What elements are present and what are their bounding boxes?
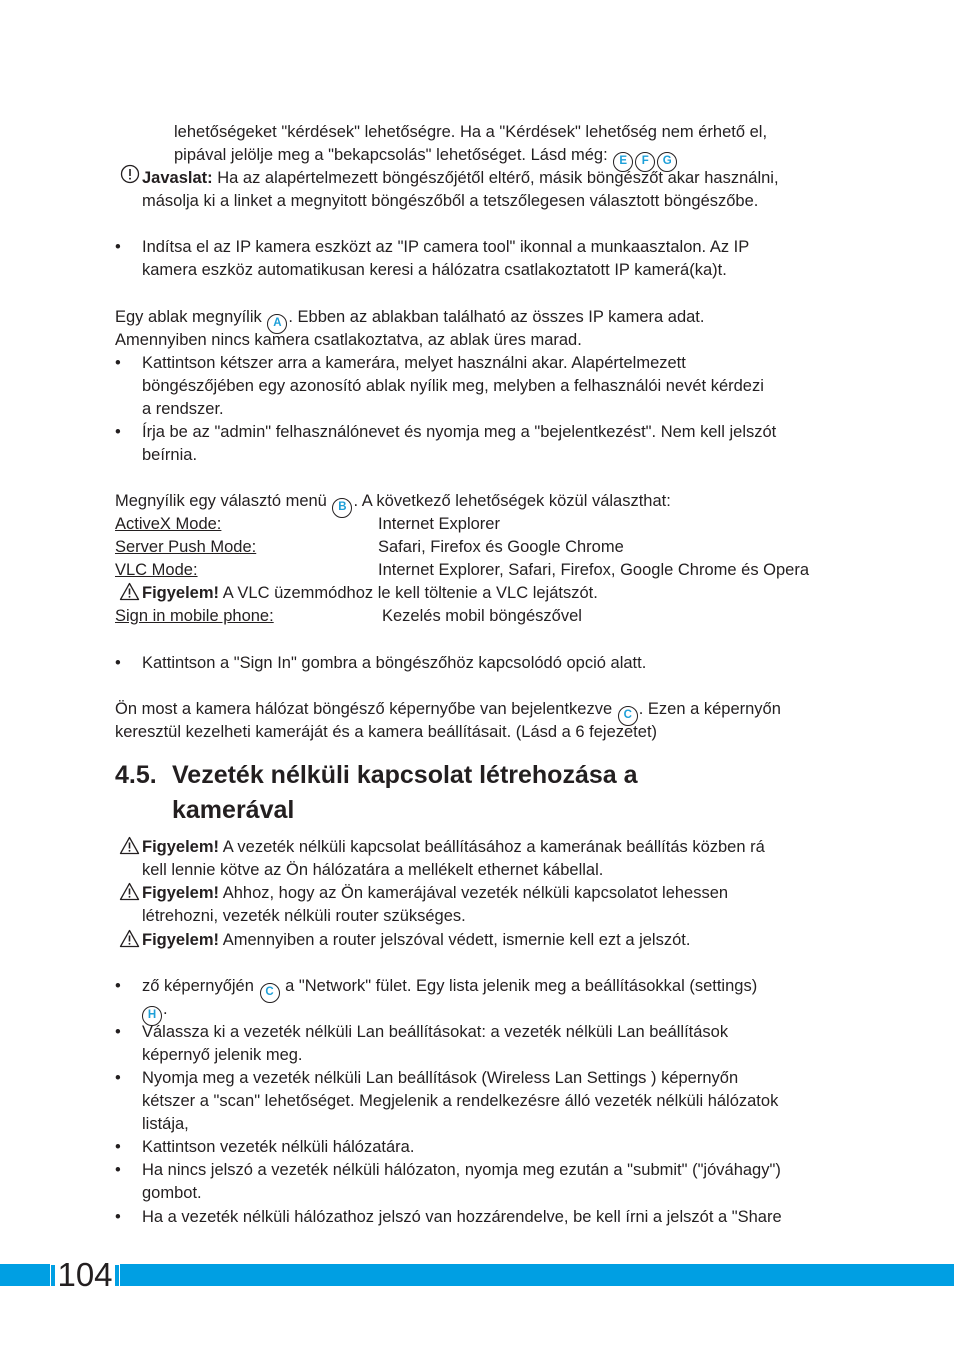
list-item-line: Ha a vezeték nélküli hálózathoz jelszó van hozzárendelve, be kell írni a jelszót a "Share [142, 1208, 782, 1226]
bullet-marker: • [115, 423, 121, 441]
warning-label: Figyelem! [142, 584, 220, 602]
list-item-line: kamera eszköz automatikusan keresi a hálózatra csatlakoztatott IP kamerá(ka)t. [142, 261, 727, 279]
paragraph-text: . A következő lehetőségek közül választhat: [353, 492, 671, 510]
reference-badge-h: H [142, 1006, 162, 1026]
section-title: kamerával [172, 796, 295, 824]
warning-line [142, 582, 598, 605]
list-item-line: listája, [142, 1115, 189, 1133]
warning-line: kell lennie kötve az Ön hálózatára a mellékelt ethernet kábellal. [142, 861, 604, 879]
bullet-marker: • [115, 238, 121, 256]
paragraph-text: pipával jelölje meg a "bekapcsolás" lehetőséget. Lásd még: [174, 146, 608, 164]
list-item-line: Kattintson vezeték nélküli hálózatára. [142, 1138, 415, 1156]
list-item-line: Válassza ki a vezeték nélküli Lan beállításokat: a vezeték nélküli Lan beállítások [142, 1023, 729, 1041]
list-item-line: képernyő jelenik meg. [142, 1046, 303, 1064]
warning-line: létrehozni, vezeték nélküli router szükséges. [142, 907, 466, 925]
warning-triangle-icon [119, 582, 140, 601]
warning-line [142, 929, 690, 952]
reference-badge-e: E [613, 152, 633, 172]
page-number-box [50, 1256, 120, 1294]
list-item-line: böngészőjében egy azonosító ablak nyílik meg, melyben a felhasználói nevét kérdezi [142, 377, 764, 395]
bullet-marker: • [115, 1208, 121, 1226]
warning-line [142, 836, 765, 859]
bullet-marker: • [115, 977, 121, 995]
tip-line [142, 167, 779, 190]
list-item-line: Kattintson kétszer arra a kamerára, melyet használni akar. Alapértelmezett [142, 354, 686, 372]
paragraph-text: . Ebben az ablakban található az összes IP kamera adat. [288, 308, 705, 326]
list-item-line: gombot. [142, 1184, 202, 1202]
bullet-marker: • [115, 1023, 121, 1041]
mode-value: Kezelés mobil böngészővel [382, 607, 582, 625]
reference-badge-b: B [332, 498, 352, 518]
warning-text: Ahhoz, hogy az Ön kamerájával vezeték nélküli kapcsolatot lehessen [222, 884, 729, 902]
list-item-text: a "Network" fület. Egy lista jelenik meg a beállításokkal (settings) [285, 977, 758, 995]
mode-value: Internet Explorer, Safari, Firefox, Google Chrome és Opera [378, 561, 810, 579]
warning-label: Figyelem! [142, 838, 220, 856]
bullet-marker: • [115, 654, 121, 672]
list-item-line: Írja be az "admin" felhasználónevet és nyomja meg a "bejelentkezést". Nem kell jelszót [142, 423, 777, 441]
bullet-marker: • [115, 1161, 121, 1179]
paragraph-line: keresztül kezelheti kameráját és a kamera beállításait. (Lásd a 6 fejezetet) [115, 723, 658, 741]
list-item-line: beírnia. [142, 446, 198, 464]
warning-triangle-icon [119, 882, 140, 901]
reference-badge-c: C [260, 983, 280, 1003]
tip-label: Javaslat: [142, 169, 213, 187]
mode-name: VLC Mode: [115, 561, 198, 579]
reference-badge-c: C [618, 706, 638, 726]
paragraph-text: Ön most a kamera hálózat böngésző képernyőbe van bejelentkezve [115, 700, 613, 718]
list-item-line: kétszer a "scan" lehetőséget. Megjelenik a rendelkezésre álló vezeték nélküli hálózatok [142, 1092, 779, 1110]
tip-line: másolja ki a linket a megnyitott böngészőből a tetszőlegesen választott böngészőbe. [142, 192, 759, 210]
page-number: 104 [57, 1256, 113, 1293]
exclamation-circle-icon [120, 164, 140, 184]
warning-text: A vezeték nélküli kapcsolat beállításához a kamerának beállítás közben rá [222, 838, 765, 856]
warning-triangle-icon [119, 836, 140, 855]
warning-line [142, 882, 728, 905]
paragraph-text: Egy ablak megnyílik [115, 308, 262, 326]
paragraph-line: Amennyiben nincs kamera csatlakoztatva, az ablak üres marad. [115, 331, 582, 349]
list-item-text: ző képernyőjén [142, 977, 254, 995]
mode-name: Sign in mobile phone: [115, 607, 274, 625]
paragraph-text: Megnyílik egy választó menü [115, 492, 327, 510]
warning-label: Figyelem! [142, 884, 220, 902]
reference-badge-g: G [657, 152, 677, 172]
reference-badge-a: A [267, 314, 287, 334]
bullet-marker: • [115, 1138, 121, 1156]
list-item-line: a rendszer. [142, 400, 224, 418]
warning-text: Amennyiben a router jelszóval védett, ismernie kell ezt a jelszót. [222, 931, 691, 949]
list-item-line: Kattintson a "Sign In" gombra a böngészőhöz kapcsolódó opció alatt. [142, 654, 647, 672]
list-item-line: Nyomja meg a vezeték nélküli Lan beállítások (Wireless Lan Settings ) képernyőn [142, 1069, 739, 1087]
tip-text: Ha az alapértelmezett böngészőjétől eltérő, másik böngészőt akar használni, [217, 169, 779, 187]
list-item-line: Indítsa el az IP kamera eszközt az "IP camera tool" ikonnal a munkaasztalon. Az IP [142, 238, 750, 256]
reference-badge-f: F [635, 152, 655, 172]
bullet-marker: • [115, 354, 121, 372]
mode-value: Internet Explorer [378, 515, 500, 533]
list-item-line: Ha nincs jelszó a vezeték nélküli hálózaton, nyomja meg ezután a "submit" ("jóváhagy") [142, 1161, 781, 1179]
paragraph-text: . Ezen a képernyőn [638, 700, 781, 718]
warning-triangle-icon [119, 929, 140, 948]
mode-value: Safari, Firefox és Google Chrome [378, 538, 624, 556]
warning-label: Figyelem! [142, 931, 220, 949]
footer-bar [0, 1264, 954, 1286]
warning-text: A VLC üzemmódhoz le kell töltenie a VLC lejátszót. [222, 584, 598, 602]
bullet-marker: • [115, 1069, 121, 1087]
mode-name: Server Push Mode: [115, 538, 257, 556]
list-item-text: . [163, 1000, 168, 1018]
paragraph-line: lehetőségeket "kérdések" lehetőségre. Ha a "Kérdések" lehetőség nem érhető el, [174, 123, 768, 141]
section-title: Vezeték nélküli kapcsolat létrehozása a [172, 761, 638, 789]
mode-name: ActiveX Mode: [115, 515, 222, 533]
list-item-line [142, 975, 757, 1003]
section-number: 4.5. [115, 761, 157, 789]
